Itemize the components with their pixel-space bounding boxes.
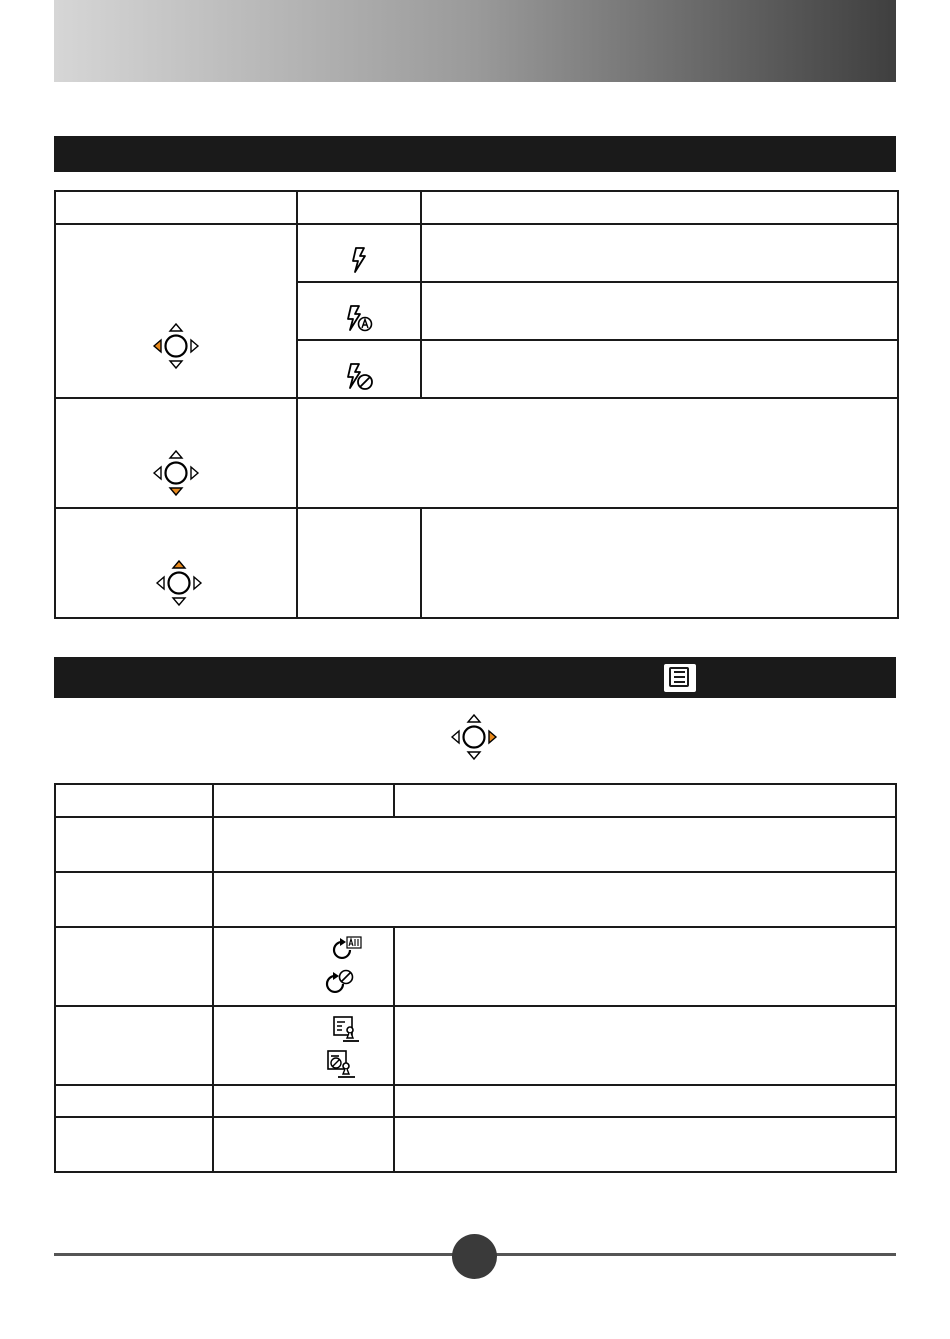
icon-cell xyxy=(213,1006,394,1085)
item-cell xyxy=(55,1117,213,1172)
header-cell xyxy=(55,191,297,224)
dpad-left-highlight-icon xyxy=(150,320,202,372)
table-row xyxy=(55,224,898,282)
header-cell xyxy=(421,191,898,224)
desc-cell xyxy=(213,872,896,927)
desc-cell xyxy=(213,817,896,872)
icon-cell xyxy=(213,1085,394,1117)
table-header-row xyxy=(55,191,898,224)
desc-cell xyxy=(421,508,898,618)
icon-cell xyxy=(213,1117,394,1172)
dpad-cell xyxy=(55,224,297,398)
header-banner xyxy=(54,0,896,82)
header-cell xyxy=(394,784,896,817)
header-cell xyxy=(297,191,421,224)
icon-cell xyxy=(297,508,421,618)
item-cell xyxy=(55,1085,213,1117)
flash-on-icon xyxy=(346,245,372,275)
desc-cell xyxy=(394,1085,896,1117)
desc-cell xyxy=(394,927,896,1006)
desc-cell xyxy=(394,1006,896,1085)
table-header-row xyxy=(55,784,896,817)
rotate-off-icon xyxy=(324,968,356,998)
icon-cell xyxy=(297,224,421,282)
table-row xyxy=(55,1117,896,1172)
desc-cell xyxy=(421,224,898,282)
desc-cell xyxy=(394,1117,896,1172)
table-row xyxy=(55,508,898,618)
desc-cell xyxy=(421,340,898,398)
table-row xyxy=(55,927,896,1006)
date-stamp-icon xyxy=(332,1015,362,1045)
menu-table xyxy=(54,783,897,1173)
table-row xyxy=(55,1085,896,1117)
page-number-badge xyxy=(452,1234,497,1279)
table-row xyxy=(55,1006,896,1085)
section-bar-menu xyxy=(54,657,896,698)
dpad-right-highlight-icon xyxy=(448,711,500,763)
dpad-cell xyxy=(55,398,297,508)
header-cell xyxy=(213,784,394,817)
flash-auto-icon xyxy=(344,303,374,333)
dpad-cell xyxy=(55,508,297,618)
icon-cell xyxy=(297,282,421,340)
icon-cell xyxy=(213,927,394,1006)
item-cell xyxy=(55,872,213,927)
menu-icon xyxy=(664,664,696,692)
flash-off-icon xyxy=(344,361,374,391)
dpad-down-highlight-icon xyxy=(150,447,202,499)
table-row xyxy=(55,817,896,872)
section-bar-flash xyxy=(54,136,896,172)
item-cell xyxy=(55,1006,213,1085)
flash-table xyxy=(54,190,899,619)
icon-cell xyxy=(297,340,421,398)
item-cell xyxy=(55,817,213,872)
desc-cell xyxy=(297,398,898,508)
dpad-up-highlight-icon xyxy=(153,557,205,609)
date-stamp-off-icon xyxy=(326,1049,358,1081)
item-cell xyxy=(55,927,213,1006)
rotate-all-icon xyxy=(330,936,362,964)
header-cell xyxy=(55,784,213,817)
table-row xyxy=(55,398,898,508)
table-row xyxy=(55,872,896,927)
desc-cell xyxy=(421,282,898,340)
